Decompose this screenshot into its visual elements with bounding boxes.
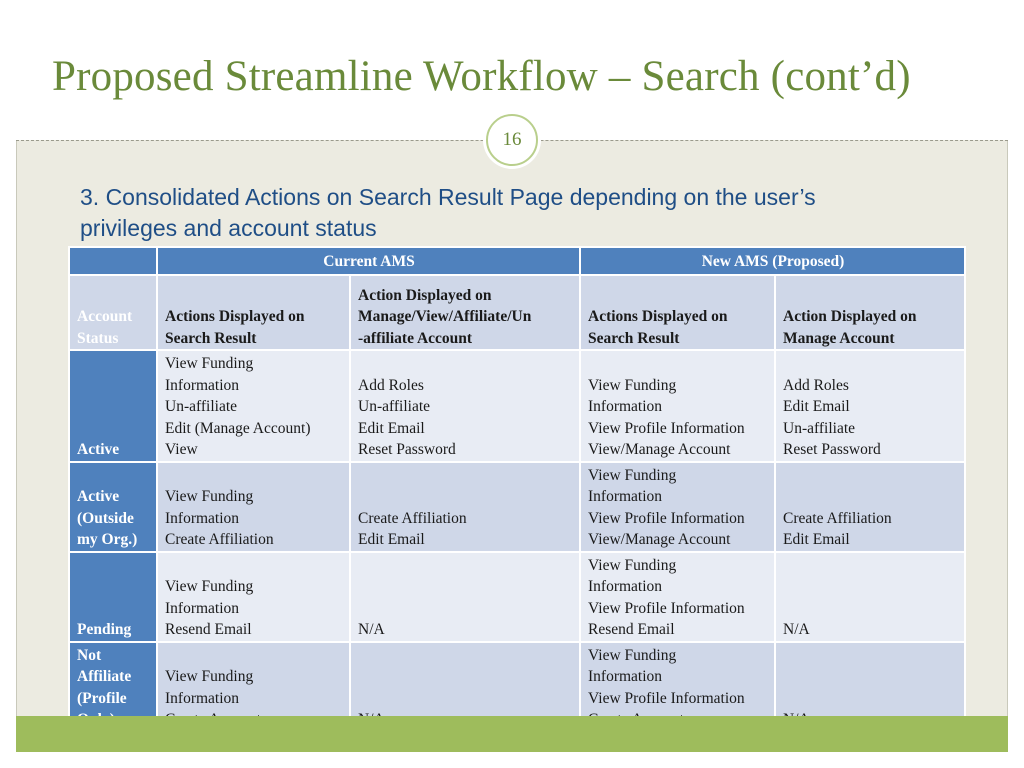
- status-line: Not: [77, 646, 102, 664]
- table-row: [69, 552, 965, 642]
- page-number-badge: [486, 114, 538, 166]
- subtitle-line: privileges and account status: [80, 215, 377, 241]
- action-item: Add Roles: [783, 376, 849, 394]
- action-item: Un-affiliate: [783, 419, 856, 437]
- action-item: Edit Email: [358, 531, 425, 548]
- status-line: Affiliate: [77, 668, 132, 685]
- header-line: -affiliate Account: [358, 329, 473, 347]
- action-item: Edit Email: [358, 419, 425, 437]
- group-header-row: [69, 247, 965, 275]
- subtitle-line: 3. Consolidated Actions on Search Result Page depending on the user’s: [80, 184, 816, 210]
- action-item: Information: [165, 376, 240, 394]
- status-line: Active: [77, 488, 120, 505]
- action-item: View/Manage Account: [588, 531, 731, 548]
- column-header-row: [69, 275, 965, 350]
- account-status-cell: [69, 552, 157, 642]
- action-item: N/A: [358, 621, 385, 638]
- column-header: [350, 275, 580, 350]
- action-item: View Funding: [588, 466, 677, 484]
- action-item: View Profile Information: [588, 419, 745, 437]
- header-line: Manage Account: [783, 329, 895, 347]
- action-item: Information: [588, 398, 663, 415]
- action-item: Edit (Manage Account): [165, 419, 311, 437]
- group-header-blank: [69, 247, 157, 275]
- action-item: View Funding: [165, 488, 254, 505]
- action-item: View Funding: [588, 376, 677, 394]
- action-item: Create Affiliation: [358, 509, 467, 527]
- action-item: View Funding: [165, 355, 254, 372]
- action-item: Information: [588, 488, 663, 505]
- table-body: [69, 350, 965, 732]
- actions-table: [68, 246, 966, 733]
- bottom-band: [16, 716, 1008, 752]
- account-status-cell: [69, 350, 157, 462]
- action-item: View Funding: [165, 578, 254, 595]
- action-item: Reset Password: [783, 441, 881, 458]
- status-line: Pending: [77, 621, 132, 638]
- status-line: (Profile: [77, 689, 127, 707]
- header-line: Actions Displayed on: [165, 308, 305, 325]
- status-line: my Org.): [77, 531, 138, 548]
- group-header-new-ams: New AMS (Proposed): [580, 247, 965, 275]
- action-item: Information: [588, 578, 663, 595]
- slide-title: Proposed Streamline Workflow – Search (cont’d): [52, 53, 911, 100]
- header-account-status: [69, 275, 157, 350]
- action-cell: [350, 462, 580, 552]
- action-cell: [157, 552, 350, 642]
- action-cell: [775, 350, 965, 462]
- account-status-cell: [69, 462, 157, 552]
- header-line: Search Result: [165, 329, 257, 347]
- group-header-current-ams: Current AMS: [157, 247, 580, 275]
- action-item: View Profile Information: [588, 689, 745, 707]
- action-cell: [580, 350, 775, 462]
- action-cell: [157, 350, 350, 462]
- action-item: Un-affiliate: [165, 398, 238, 415]
- action-item: View Profile Information: [588, 509, 745, 527]
- action-item: Edit Email: [783, 531, 850, 548]
- header-line: Status: [77, 329, 119, 347]
- page-number: 16: [502, 129, 522, 150]
- action-item: Information: [165, 509, 240, 527]
- slide-subtitle: [80, 182, 940, 244]
- column-header: [157, 275, 350, 350]
- action-item: View Profile Information: [588, 599, 745, 617]
- action-item: View Funding: [165, 668, 254, 685]
- action-item: Edit Email: [783, 398, 850, 415]
- header-line: Action Displayed on: [783, 308, 917, 325]
- action-item: Information: [165, 689, 240, 707]
- column-header: [580, 275, 775, 350]
- header-line: Search Result: [588, 329, 680, 347]
- action-item: Create Affiliation: [165, 531, 274, 548]
- table-row: [69, 462, 965, 552]
- action-item: Un-affiliate: [358, 398, 431, 415]
- table-row: [69, 350, 965, 462]
- action-cell: [157, 462, 350, 552]
- action-item: Reset Password: [358, 441, 456, 458]
- header-line: Account: [77, 308, 133, 325]
- action-item: View Funding: [588, 556, 677, 574]
- column-header: [775, 275, 965, 350]
- status-line: (Outside: [77, 509, 134, 527]
- action-cell: [580, 462, 775, 552]
- action-item: Create Affiliation: [783, 509, 892, 527]
- action-item: Information: [588, 668, 663, 685]
- action-item: View: [165, 441, 198, 458]
- action-cell: [775, 462, 965, 552]
- action-item: Resend Email: [165, 621, 252, 638]
- action-cell: [775, 552, 965, 642]
- header-line: Manage/View/Affiliate/Un: [358, 308, 532, 325]
- action-item: View/Manage Account: [588, 441, 731, 458]
- action-item: View Funding: [588, 646, 677, 664]
- action-item: Resend Email: [588, 621, 675, 638]
- action-cell: [350, 350, 580, 462]
- header-line: Actions Displayed on: [588, 308, 728, 325]
- action-item: Add Roles: [358, 376, 424, 394]
- action-item: N/A: [783, 621, 810, 638]
- action-cell: [580, 552, 775, 642]
- status-line: Active: [77, 441, 120, 458]
- action-cell: [350, 552, 580, 642]
- action-item: Information: [165, 599, 240, 617]
- header-line: Action Displayed on: [358, 286, 492, 304]
